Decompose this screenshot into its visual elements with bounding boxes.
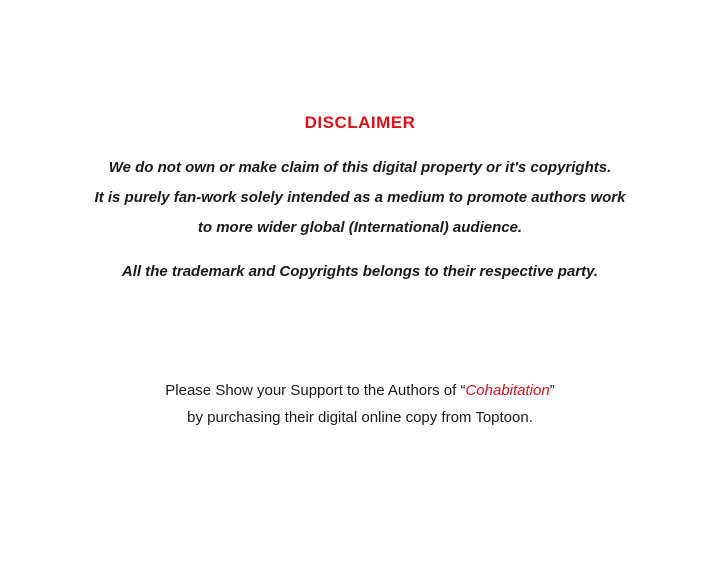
disclaimer-line-4: All the trademark and Copyrights belongs to their respective party.: [121, 263, 599, 280]
disclaimer-paragraph-1: [60, 153, 660, 243]
support-text-block: [60, 377, 660, 431]
support-suffix: ”: [549, 382, 555, 399]
disclaimer-line-1: We do not own or make claim of this digital property or it's copyrights.: [108, 159, 612, 176]
disclaimer-line-3: to more wider global (International) audience.: [197, 219, 523, 236]
disclaimer-paragraph-2: [60, 257, 660, 287]
disclaimer-line-2: It is purely fan-work solely intended as a medium to promote authors work: [94, 189, 626, 206]
work-title: Cohabitation: [465, 382, 550, 399]
support-prefix: Please Show your Support to the Authors of “: [165, 382, 466, 399]
page-title: DISCLAIMER: [304, 113, 416, 132]
support-line-2: by purchasing their digital online copy from Toptoon.: [187, 409, 533, 426]
disclaimer-text-block: [60, 153, 660, 287]
support-line-1: [60, 377, 660, 404]
